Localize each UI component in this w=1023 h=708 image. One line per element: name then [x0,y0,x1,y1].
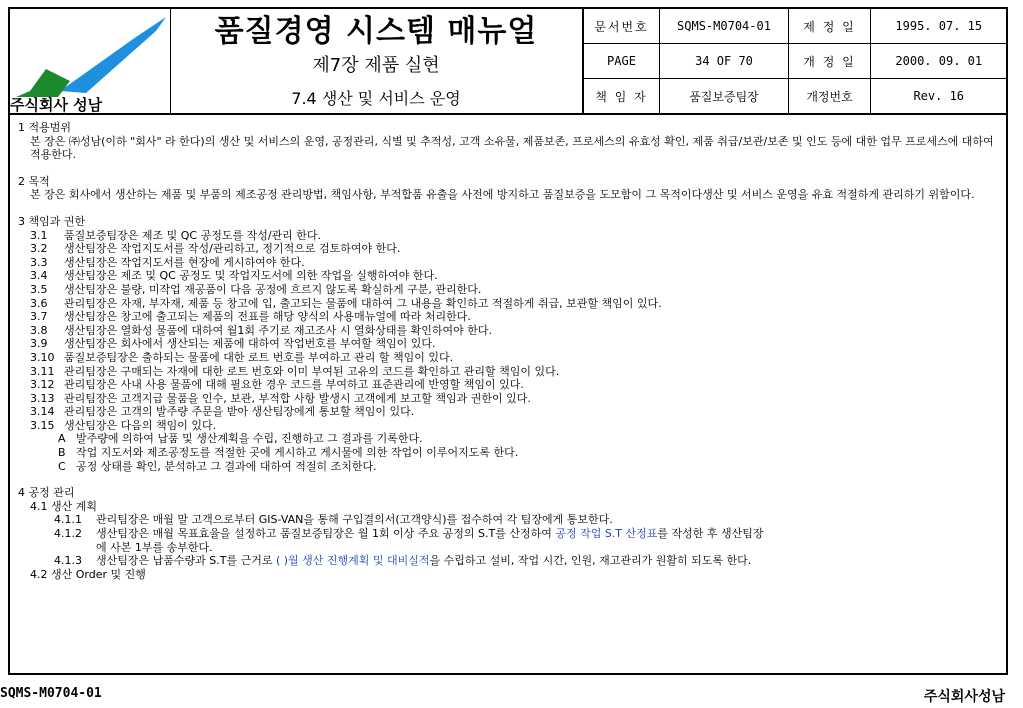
responsibility-list [18,229,1002,433]
section-purpose [18,175,1002,202]
section-heading: 4 공정 관리 [18,486,75,500]
section-process-control [18,486,1002,581]
meta-value: 2000. 09. 01 [871,44,1007,79]
item-number: 3.10 [30,350,55,364]
list-item [18,392,1002,406]
responsibility-sublist [18,432,1002,473]
item-text: 생산팀장은 제조 및 QC 공정도 및 작업지도서에 의한 작업을 실행하여야 한다. [64,269,438,283]
form-reference-link[interactable]: 공정 작업 S.T 산정표 [555,527,658,541]
logo-cell [10,9,171,113]
item-text: 생산팀장은 납품수량과 S.T를 근거로 [96,554,276,568]
list-item [18,337,1002,351]
item-number: 3.7 [30,310,48,324]
item-number: 3.13 [30,391,55,405]
section-heading: 2 목적 [18,174,50,188]
item-number: 3.4 [30,269,48,283]
meta-label: 문서번호 [584,9,660,44]
list-item [18,269,1002,283]
item-text: 생산팀장은 창고에 출고되는 제품의 전표를 해당 양식의 사용매뉴얼에 따라 처리한다. [64,310,471,324]
item-number: 3.3 [30,255,48,269]
item-number: 3.12 [30,378,55,392]
list-item [18,378,1002,392]
section-title: 7.4 생산 및 서비스 운영 [291,89,461,108]
item-number: 3.11 [30,364,55,378]
list-item [18,365,1002,379]
list-item [18,310,1002,324]
item-text: 작업 지도서와 제조공정도를 적절한 곳에 게시하고 게시물에 의한 작업이 이루어지도록 한다. [76,446,519,460]
item-letter: B [58,446,66,460]
section-heading: 1 적용범위 [18,121,71,134]
list-item [18,256,1002,270]
list-item [18,229,1002,243]
list-item [18,283,1002,297]
logo-green-stroke [16,69,70,97]
item-text: 를 작성한 후 생산팀장 [657,527,764,541]
meta-label: 개 정 일 [789,44,871,79]
item-letter: C [58,459,66,473]
meta-row [584,79,1007,114]
list-item [18,242,1002,256]
item-text: 품질보증팀장은 제조 및 QC 공정도를 작성/관리 한다. [64,228,322,242]
item-number: 4.1.2 [54,527,82,541]
logo-blue-stroke [60,17,166,93]
item-text: 발주량에 의하여 납품 및 생산계획을 수립, 진행하고 그 결과를 기록한다. [76,432,423,446]
item-text: 생산팀장은 작업지도서를 작성/관리하고, 정기적으로 검토하여야 한다. [64,242,401,256]
item-letter: A [58,432,66,446]
meta-value: 1995. 07. 15 [871,9,1007,44]
section-scope [18,121,1002,162]
section-heading: 3 책임과 권한 [18,214,86,228]
chapter-title: 제7장 제품 실현 [312,55,440,76]
title-cell [170,9,583,113]
list-item [18,351,1002,365]
item-number: 3.9 [30,337,48,351]
item-text: 생산팀장은 작업지도서를 현장에 게시하여야 한다. [64,255,305,269]
item-text: 생산팀장은 불량, 미작업 재공품이 다음 공정에 흐르지 않도록 확실하게 구분, 관리한다. [64,282,482,296]
item-text: 관리팀장은 매월 말 고객으로부터 GIS-VAN을 통해 구입결의서(고객양식)를 접수하여 각 팀장에게 통보한다. [96,513,613,527]
meta-value: 34 OF 70 [660,44,789,79]
item-number: 4.1.3 [54,554,82,568]
item-number: 3.2 [30,242,48,256]
item-number: 3.6 [30,296,48,310]
item-text: 관리팀장은 사내 사용 물품에 대해 필요한 경우 코드를 부여하고 표준관리에 반영할 책임이 있다. [64,378,524,392]
document-meta-table [583,9,1007,113]
list-item [18,527,1002,541]
document-header [10,9,1006,115]
sub-list-item [18,460,1002,474]
list-item [18,554,1002,568]
item-continuation: 에 사본 1부를 송부한다. [96,540,213,554]
item-number: 3.14 [30,405,55,419]
item-number: 4.1.1 [54,513,82,527]
item-text: 관리팀장은 자재, 부자재, 제품 등 창고에 입, 출고되는 물품에 대하여 그 내용을 확인하고 적절하게 취급, 보관할 책임이 있다. [64,296,662,310]
sub-list-item [18,432,1002,446]
manual-title: 품질경영 시스템 매뉴얼 [214,14,538,49]
item-text: 공정 상태를 확인, 분석하고 그 결과에 대하여 적절히 조치한다. [76,459,377,473]
form-reference-link[interactable]: ( )월 생산 진행계획 및 대비실적 [275,554,430,568]
list-item [18,324,1002,338]
meta-row [584,9,1007,44]
meta-label: 제 정 일 [789,9,871,44]
meta-value: SQMS-M0704-01 [660,9,789,44]
document-page [8,7,1008,675]
meta-row [584,44,1007,79]
meta-value: Rev. 16 [871,79,1007,114]
subsection-heading: 4.2 생산 Order 및 진행 [30,567,146,581]
item-text: 품질보증팀장은 출하되는 물품에 대한 로트 번호를 부여하고 관리 할 책임이 있다. [64,350,454,364]
item-text: 생산팀장은 매월 목표효율을 설정하고 품질보증팀장은 월 1회 이상 주요 공정의 S.T를 산정하여 [96,527,556,541]
meta-label: 책 임 자 [584,79,660,114]
item-number: 3.5 [30,282,48,296]
meta-label: 개정번호 [789,79,871,114]
company-name: 주식회사 성남 [10,96,103,114]
item-text: 관리팀장은 구매되는 자재에 대한 로트 번호와 이미 부여된 고유의 코드를 확인하고 관리할 책임이 있다. [64,364,560,378]
sub-list-item [18,446,1002,460]
item-text: 관리팀장은 고객지급 물품을 인수, 보관, 부적합 사항 발생시 고객에게 보고할 책임과 권한이 있다. [64,391,531,405]
company-logo [10,11,168,97]
footer-doc-number: SQMS-M0704-01 [0,686,102,701]
list-item [18,419,1002,433]
subsection-heading: 4.1 생산 계획 [30,499,97,513]
item-number: 3.8 [30,323,48,337]
section-responsibility [18,215,1002,473]
section-text: 본 장은 ㈜성남(이하 "회사" 라 한다)의 생산 및 서비스의 운영, 공정관리, 식별 및 추적성, 고객 소유물, 제품보존, 프로세스의 유효성 확인, 제품 취급/보관/보존 및 인도 등에 대한 업무 프로세스에 대하여 적용한다. [30,134,994,162]
section-text: 본 장은 회사에서 생산하는 제품 및 부품의 제조공정 관리방법, 책임사항, 부적합품 유출을 사전에 방지하고 품질보증을 도모함이 그 목적이다생산 및 서비스 운영을 유효 적절하게 관리하기 위함이다. [30,188,975,202]
item-text: 을 수립하고 설비, 작업 시간, 인원, 재고관리가 원활히 되도록 한다. [429,554,752,568]
meta-label: PAGE [584,44,660,79]
item-number: 3.15 [30,418,55,432]
item-text: 생산팀장은 회사에서 생산되는 제품에 대하여 작업번호를 부여할 책임이 있다. [64,337,436,351]
list-item [18,513,1002,527]
document-body [18,121,1002,581]
item-text: 생산팀장은 다음의 책임이 있다. [64,418,217,432]
list-item [18,297,1002,311]
item-text: 관리팀장은 고객의 발주량 주문을 받아 생산팀장에게 통보할 책임이 있다. [64,405,415,419]
item-number: 3.1 [30,228,48,242]
footer-company: 주식회사성남 [923,689,1005,705]
item-text: 생산팀장은 열화성 물품에 대하여 월1회 주기로 재고조사 시 열화상태를 확인하여야 한다. [64,323,492,337]
meta-value: 품질보증팀장 [660,79,789,114]
list-item [18,405,1002,419]
